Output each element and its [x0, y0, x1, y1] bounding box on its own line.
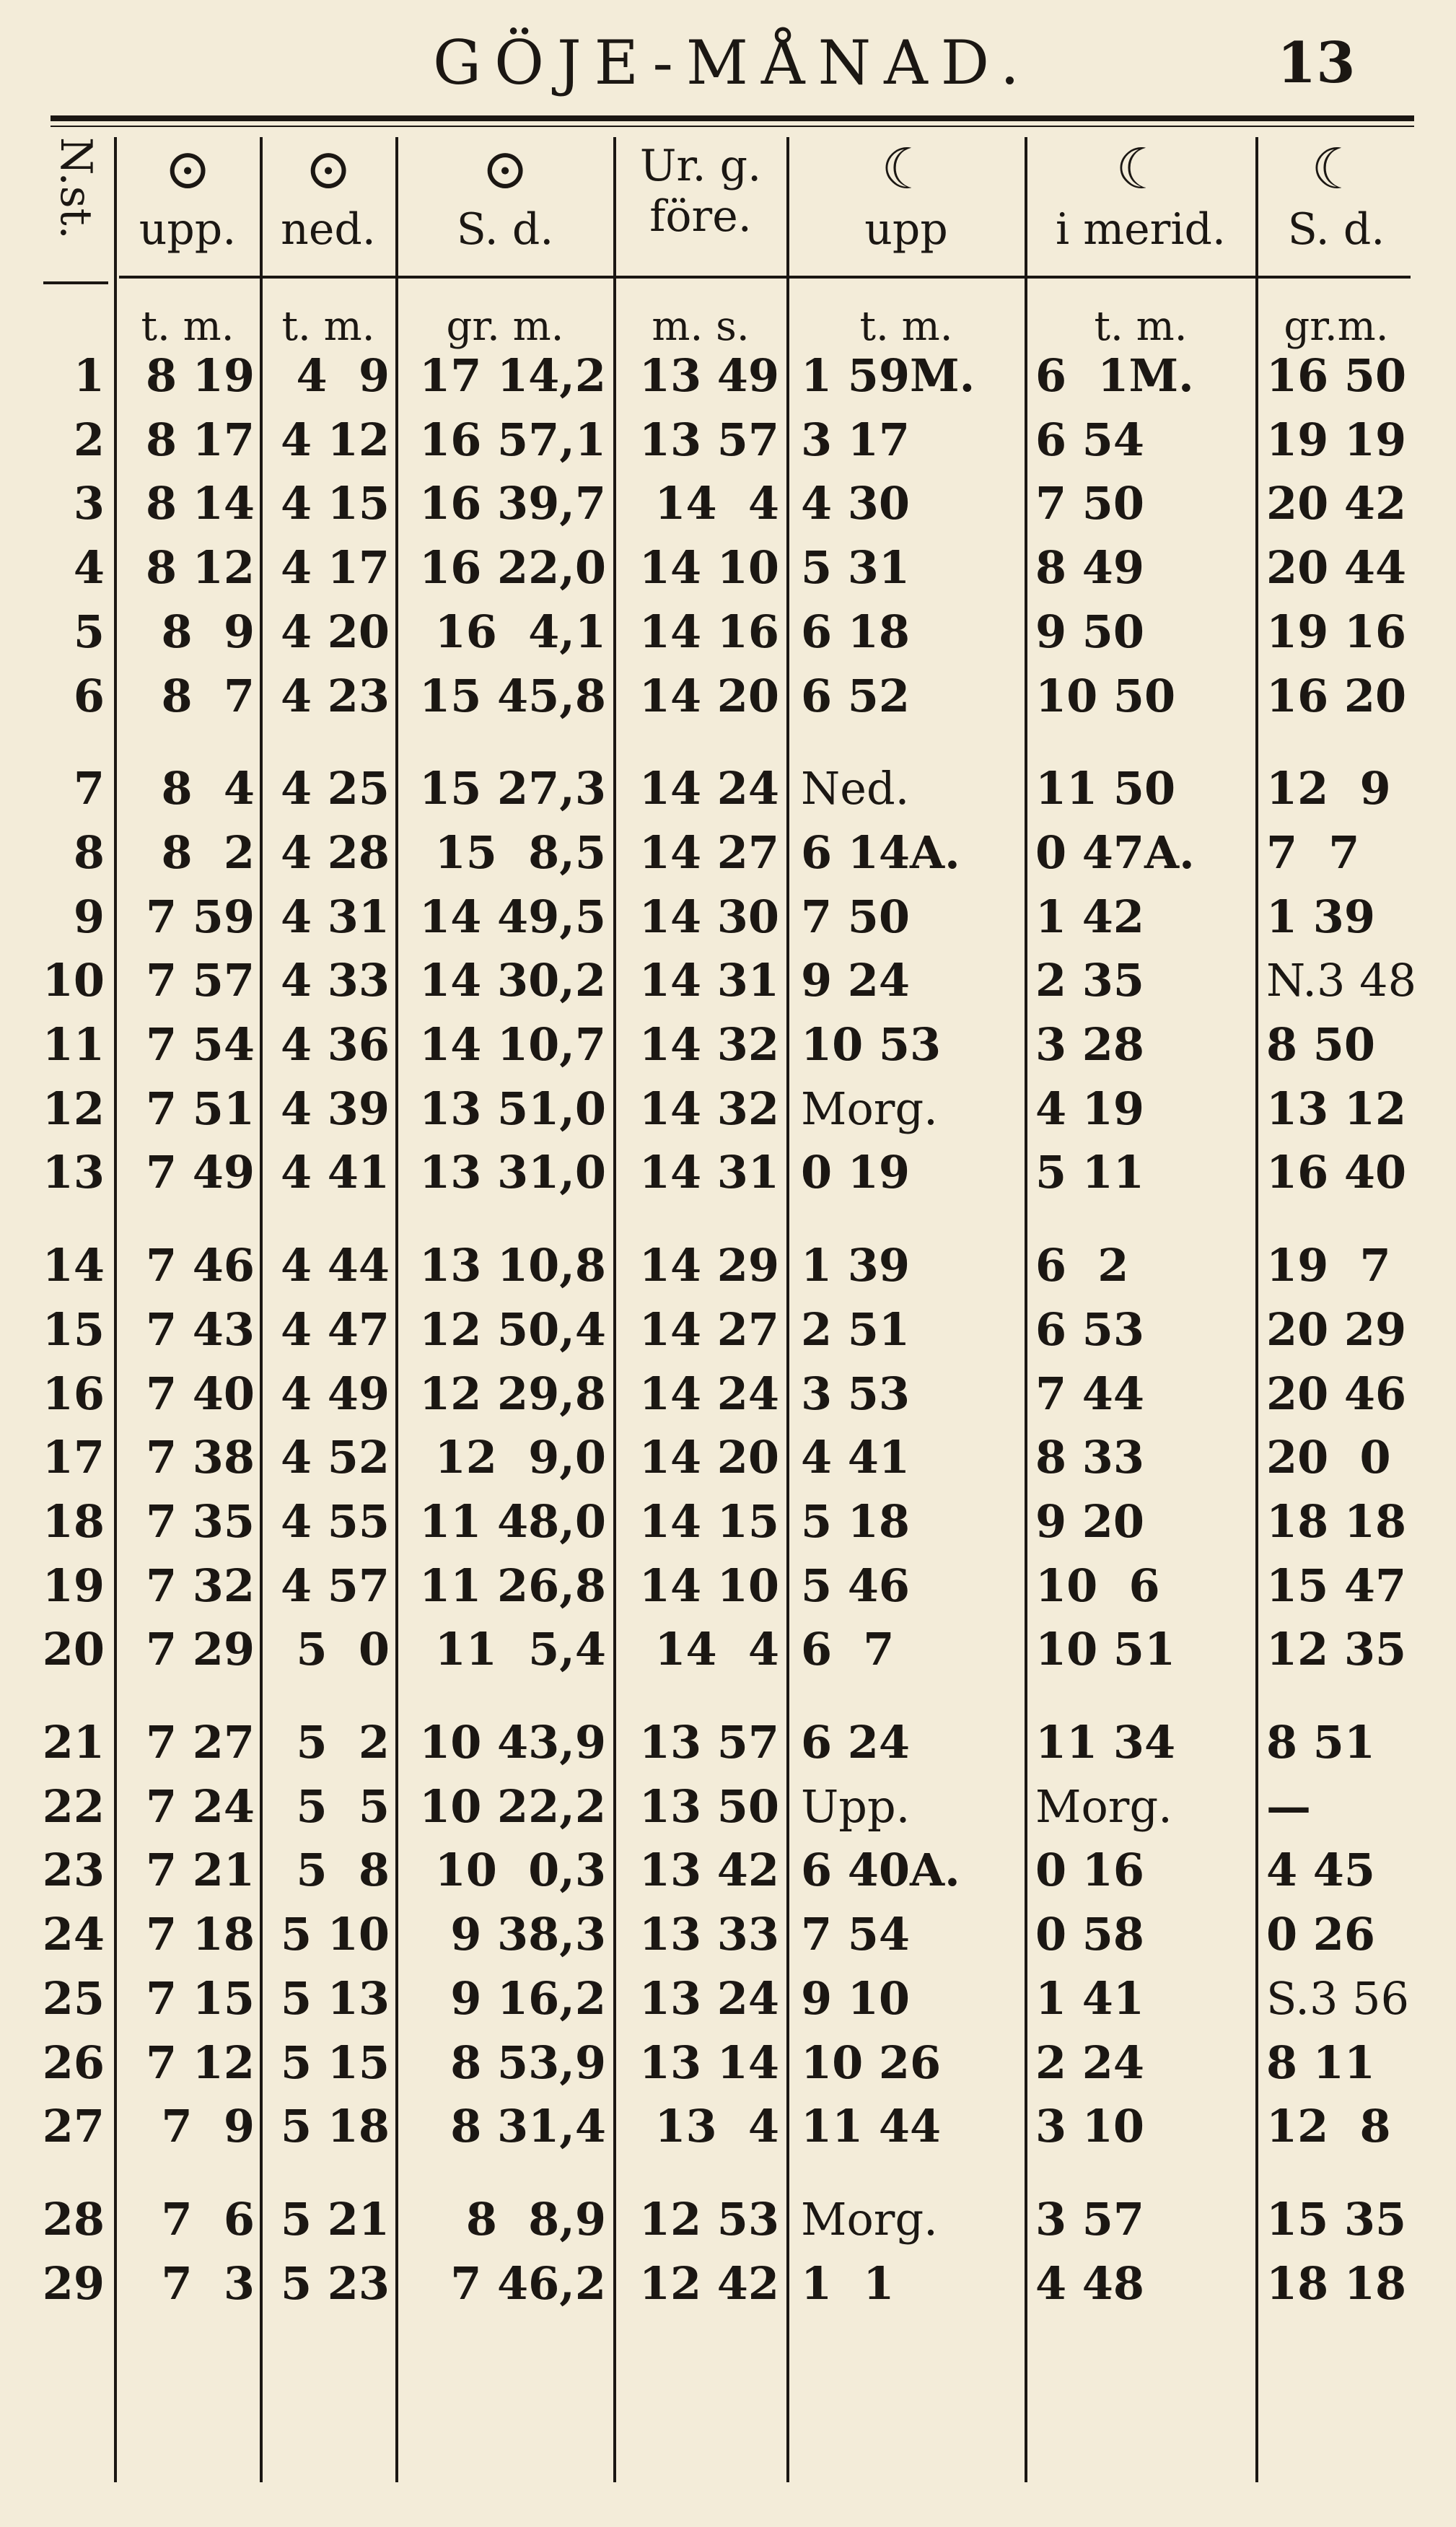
table-cell: 2 51 — [801, 1303, 911, 1356]
table-cell: 4 19 — [1035, 1082, 1145, 1135]
table-cell: 4 36 — [280, 1018, 390, 1071]
table-cell: 14 4 — [654, 1623, 779, 1676]
table-cell: 7 59 — [145, 890, 255, 943]
table-cell: 7 51 — [145, 1082, 255, 1135]
row-day-number: 12 — [42, 1082, 105, 1135]
table-cell: 13 31,0 — [419, 1146, 606, 1199]
table-cell: 4 49 — [280, 1367, 390, 1420]
table-cell: 8 19 — [145, 349, 255, 402]
table-cell: 7 32 — [145, 1559, 255, 1612]
table-cell: 10 6 — [1035, 1559, 1160, 1612]
table-cell: 7 49 — [145, 1146, 255, 1199]
units-label: gr. m. — [446, 303, 564, 350]
table-cell: 6 1M. — [1035, 349, 1194, 402]
table-cell: 3 28 — [1035, 1018, 1145, 1071]
table-cell: 5 0 — [296, 1623, 390, 1676]
table-cell: 4 23 — [280, 670, 390, 722]
row-day-number: 20 — [42, 1623, 105, 1676]
table-cell: 8 53,9 — [450, 2036, 606, 2089]
table-cell: 13 12 — [1266, 1082, 1407, 1135]
row-day-number: 22 — [42, 1780, 105, 1833]
units-label: t. m. — [281, 303, 375, 350]
table-cell: S.3 56 — [1266, 1972, 1410, 2025]
table-cell: 12 35 — [1266, 1623, 1407, 1676]
table-cell: 7 46,2 — [450, 2257, 606, 2310]
table-cell: 12 50,4 — [419, 1303, 606, 1356]
table-cell: 14 24 — [639, 762, 779, 815]
table-cell: 8 50 — [1266, 1018, 1376, 1071]
table-cell: 13 4 — [654, 2100, 779, 2152]
table-cell: 14 30 — [639, 890, 779, 943]
row-day-number: 23 — [42, 1844, 105, 1896]
row-day-number: 3 — [73, 477, 105, 530]
table-cell: 11 34 — [1035, 1716, 1176, 1769]
table-cell: 5 18 — [280, 2100, 390, 2152]
table-cell: 6 24 — [801, 1716, 911, 1769]
table-cell: 11 26,8 — [419, 1559, 606, 1612]
table-cell: 10 0,3 — [434, 1844, 606, 1896]
table-cell: 14 24 — [639, 1367, 779, 1420]
table-cell: 14 32 — [639, 1018, 779, 1071]
table-cell: 2 24 — [1035, 2036, 1145, 2089]
table-cell: 4 33 — [280, 954, 390, 1007]
table-cell: 4 47 — [280, 1303, 390, 1356]
table-cell: 8 31,4 — [450, 2100, 606, 2152]
table-cell: 4 44 — [280, 1239, 390, 1292]
table-cell: 12 9,0 — [434, 1431, 606, 1484]
table-cell: 3 53 — [801, 1367, 911, 1420]
table-cell: 0 16 — [1035, 1844, 1145, 1896]
table-cell: 13 49 — [639, 349, 779, 402]
table-cell: 7 18 — [145, 1908, 255, 1961]
table-cell: 3 10 — [1035, 2100, 1145, 2152]
table-cell: 7 9 — [161, 2100, 255, 2152]
table-cell: 20 46 — [1266, 1367, 1407, 1420]
row-day-number: 19 — [42, 1559, 105, 1612]
table-cell: 0 26 — [1266, 1908, 1376, 1961]
table-cell: 7 15 — [145, 1972, 255, 2025]
table-cell: 5 46 — [801, 1559, 911, 1612]
table-cell: — — [1266, 1780, 1311, 1833]
col-divider — [114, 137, 117, 2482]
table-cell: 7 3 — [161, 2257, 255, 2310]
page-header — [0, 0, 1456, 108]
table-cell: 19 16 — [1266, 605, 1407, 658]
table-cell: 1 39 — [801, 1239, 911, 1292]
col-divider — [1025, 137, 1027, 2482]
row-day-number: 15 — [42, 1303, 105, 1356]
table-cell: 4 41 — [801, 1431, 911, 1484]
table-cell: 13 24 — [639, 1972, 779, 2025]
table-cell: 5 13 — [280, 1972, 390, 2025]
table-cell: 9 50 — [1035, 605, 1145, 658]
table-cell: 2 35 — [1035, 954, 1145, 1007]
table-cell: 6 40A. — [801, 1844, 960, 1896]
table-cell: 4 45 — [1266, 1844, 1376, 1896]
col-divider — [260, 137, 263, 2482]
table-cell: 8 7 — [161, 670, 255, 722]
table-cell: 14 27 — [639, 1303, 779, 1356]
table-cell: 20 29 — [1266, 1303, 1407, 1356]
table-cell: 14 10,7 — [419, 1018, 606, 1071]
table-cell: 9 16,2 — [450, 1972, 606, 2025]
table-cell: 5 21 — [280, 2193, 390, 2246]
table-cell: 10 53 — [801, 1018, 942, 1071]
table-cell: 13 57 — [639, 1716, 779, 1769]
sun-declination-header: ⊙ S. d. — [398, 137, 612, 267]
table-cell: 18 18 — [1266, 2257, 1407, 2310]
table-cell: 13 51,0 — [419, 1082, 606, 1135]
col-divider — [1255, 137, 1258, 2482]
col-divider — [786, 137, 789, 2482]
table-cell: 4 28 — [280, 826, 390, 879]
row-day-number: 24 — [42, 1908, 105, 1961]
table-cell: 1 39 — [1266, 890, 1376, 943]
moon-symbol-icon: ☾ — [1311, 137, 1361, 202]
table-cell: 10 51 — [1035, 1623, 1176, 1676]
table-cell: 19 19 — [1266, 413, 1407, 466]
table-cell: 1 42 — [1035, 890, 1145, 943]
table-cell: 8 14 — [145, 477, 255, 530]
table-cell: 6 18 — [801, 605, 911, 658]
table-cell: 0 47A. — [1035, 826, 1195, 879]
table-cell: 7 29 — [145, 1623, 255, 1676]
table-cell: 5 10 — [280, 1908, 390, 1961]
table-cell: 17 14,2 — [419, 349, 606, 402]
table-cell: 14 32 — [639, 1082, 779, 1135]
table-cell: 7 43 — [145, 1303, 255, 1356]
row-day-number: 18 — [42, 1495, 105, 1548]
table-cell: Upp. — [801, 1780, 911, 1833]
table-cell: 12 8 — [1266, 2100, 1391, 2152]
table-cell: 7 57 — [145, 954, 255, 1007]
table-cell: 1 59M. — [801, 349, 975, 402]
units-label: t. m. — [141, 303, 234, 350]
table-cell: 11 50 — [1035, 762, 1176, 815]
row-day-number: 4 — [73, 541, 105, 594]
table-cell: 14 49,5 — [419, 890, 606, 943]
table-cell: 5 2 — [296, 1716, 390, 1769]
table-cell: 15 27,3 — [419, 762, 606, 815]
table-cell: 9 20 — [1035, 1495, 1145, 1548]
table-cell: 14 30,2 — [419, 954, 606, 1007]
day-column-header: N.st. — [51, 137, 101, 240]
table-cell: Ned. — [801, 762, 910, 815]
table-cell: 15 35 — [1266, 2193, 1407, 2246]
table-cell: 18 18 — [1266, 1495, 1407, 1548]
table-cell: 7 27 — [145, 1716, 255, 1769]
table-cell: 14 20 — [639, 1431, 779, 1484]
table-cell: 14 16 — [639, 605, 779, 658]
row-day-number: 27 — [42, 2100, 105, 2152]
row-day-number: 28 — [42, 2193, 105, 2246]
row-day-number: 11 — [42, 1018, 105, 1071]
table-cell: 8 2 — [161, 826, 255, 879]
table-cell: 5 11 — [1035, 1146, 1145, 1199]
table-cell: 20 0 — [1266, 1431, 1391, 1484]
table-cell: 3 57 — [1035, 2193, 1145, 2246]
table-cell: 11 44 — [801, 2100, 942, 2152]
table-cell: 19 7 — [1266, 1239, 1391, 1292]
table-cell: 7 50 — [801, 890, 911, 943]
page-title: GÖJE-MÅNAD. — [433, 27, 1032, 98]
table-cell: 8 17 — [145, 413, 255, 466]
table-cell: 7 44 — [1035, 1367, 1145, 1420]
units-label: t. m. — [859, 303, 953, 350]
table-cell: 4 9 — [296, 349, 390, 402]
row-day-number: 13 — [42, 1146, 105, 1199]
row-day-number: 10 — [42, 954, 105, 1007]
units-label: gr.m. — [1284, 303, 1389, 350]
table-cell: 12 42 — [639, 2257, 779, 2310]
table-cell: 7 12 — [145, 2036, 255, 2089]
table-cell: N.3 48 — [1266, 954, 1417, 1007]
table-cell: 9 38,3 — [450, 1908, 606, 1961]
table-cell: 4 15 — [280, 477, 390, 530]
table-cell: Morg. — [801, 2193, 938, 2246]
table-cell: 7 24 — [145, 1780, 255, 1833]
table-cell: 4 31 — [280, 890, 390, 943]
table-cell: 12 9 — [1266, 762, 1391, 815]
row-day-number: 1 — [73, 349, 105, 402]
table-cell: 8 49 — [1035, 541, 1145, 594]
table-cell: 4 52 — [280, 1431, 390, 1484]
table-cell: 16 4,1 — [434, 605, 606, 658]
table-cell: 6 2 — [1035, 1239, 1129, 1292]
table-cell: 4 55 — [280, 1495, 390, 1548]
table-cell: 4 41 — [280, 1146, 390, 1199]
top-rule-thin — [51, 126, 1414, 127]
table-cell: 13 57 — [639, 413, 779, 466]
table-cell: 14 31 — [639, 954, 779, 1007]
table-cell: 4 30 — [801, 477, 911, 530]
table-cell: 13 42 — [639, 1844, 779, 1896]
table-cell: 6 7 — [801, 1623, 895, 1676]
table-cell: 14 31 — [639, 1146, 779, 1199]
table-cell: 13 14 — [639, 2036, 779, 2089]
table-cell: 6 54 — [1035, 413, 1145, 466]
moon-meridian-header: ☾ i merid. — [1027, 137, 1254, 267]
table-cell: 0 58 — [1035, 1908, 1145, 1961]
table-cell: 15 47 — [1266, 1559, 1407, 1612]
row-day-number: 7 — [73, 762, 105, 815]
row-day-number: 14 — [42, 1239, 105, 1292]
table-cell: 16 40 — [1266, 1146, 1407, 1199]
table-cell: 14 15 — [639, 1495, 779, 1548]
row-day-number: 17 — [42, 1431, 105, 1484]
table-cell: 7 38 — [145, 1431, 255, 1484]
top-rule — [51, 115, 1414, 121]
table-cell: 16 20 — [1266, 670, 1407, 722]
table-cell: 14 10 — [639, 1559, 779, 1612]
table-cell: 6 52 — [801, 670, 911, 722]
table-cell: 12 29,8 — [419, 1367, 606, 1420]
row-day-number: 25 — [42, 1972, 105, 2025]
col-divider — [395, 137, 398, 2482]
header-rule — [119, 276, 1411, 279]
table-cell: 7 6 — [161, 2193, 255, 2246]
table-cell: 6 14A. — [801, 826, 960, 879]
table-cell: 8 4 — [161, 762, 255, 815]
table-cell: 6 53 — [1035, 1303, 1145, 1356]
row-day-number: 16 — [42, 1367, 105, 1420]
row-day-number: 29 — [42, 2257, 105, 2310]
table-cell: 7 54 — [145, 1018, 255, 1071]
table-cell: 4 17 — [280, 541, 390, 594]
table-cell: 4 20 — [280, 605, 390, 658]
table-cell: 13 10,8 — [419, 1239, 606, 1292]
table-cell: 13 50 — [639, 1780, 779, 1833]
table-cell: 14 27 — [639, 826, 779, 879]
table-cell: 7 46 — [145, 1239, 255, 1292]
table-cell: 5 31 — [801, 541, 911, 594]
table-cell: 5 18 — [801, 1495, 911, 1548]
table-cell: 4 57 — [280, 1559, 390, 1612]
table-cell: 5 15 — [280, 2036, 390, 2089]
table-cell: 8 33 — [1035, 1431, 1145, 1484]
table-cell: 7 7 — [1266, 826, 1360, 879]
table-cell: 5 8 — [296, 1844, 390, 1896]
units-label: t. m. — [1094, 303, 1188, 350]
table-cell: 9 24 — [801, 954, 911, 1007]
table-cell: Morg. — [801, 1082, 938, 1135]
table-cell: 13 33 — [639, 1908, 779, 1961]
header-rule-thin — [43, 281, 108, 284]
table-cell: 7 21 — [145, 1844, 255, 1896]
sun-symbol-icon: ⊙ — [304, 137, 352, 202]
table-cell: 4 39 — [280, 1082, 390, 1135]
table-cell: 7 35 — [145, 1495, 255, 1548]
table-cell: 5 5 — [296, 1780, 390, 1833]
table-cell: 5 23 — [280, 2257, 390, 2310]
table-cell: 7 54 — [801, 1908, 911, 1961]
table-cell: 16 22,0 — [419, 541, 606, 594]
table-cell: 9 10 — [801, 1972, 911, 2025]
table-cell: 20 42 — [1266, 477, 1407, 530]
table-cell: 4 48 — [1035, 2257, 1145, 2310]
table-cell: 8 9 — [161, 605, 255, 658]
table-cell: 15 45,8 — [419, 670, 606, 722]
table-cell: 1 41 — [1035, 1972, 1145, 2025]
row-day-number: 2 — [73, 413, 105, 466]
table-cell: 10 26 — [801, 2036, 942, 2089]
table-cell: 7 40 — [145, 1367, 255, 1420]
table-cell: Morg. — [1035, 1780, 1172, 1833]
table-cell: 3 17 — [801, 413, 911, 466]
table-cell: 14 10 — [639, 541, 779, 594]
table-cell: 8 11 — [1266, 2036, 1376, 2089]
table-cell: 10 43,9 — [419, 1716, 606, 1769]
moon-declination-header: ☾ S. d. — [1258, 137, 1414, 267]
col-divider — [613, 137, 616, 2482]
page-number: 13 — [1277, 30, 1356, 96]
sun-set-header: ⊙ ned. — [263, 137, 394, 267]
row-day-number: 5 — [73, 605, 105, 658]
table-cell: 8 51 — [1266, 1716, 1376, 1769]
table-cell: 16 50 — [1266, 349, 1407, 402]
table-cell: 1 1 — [801, 2257, 895, 2310]
sun-symbol-icon: ⊙ — [481, 137, 529, 202]
table-cell: 16 57,1 — [419, 413, 606, 466]
table-cell: 12 53 — [639, 2193, 779, 2246]
table-cell: 4 25 — [280, 762, 390, 815]
table-cell: 8 12 — [145, 541, 255, 594]
sun-symbol-icon: ⊙ — [164, 137, 211, 202]
moon-symbol-icon: ☾ — [1115, 137, 1166, 202]
row-day-number: 8 — [73, 826, 105, 879]
table-cell: 14 29 — [639, 1239, 779, 1292]
table-cell: 14 4 — [654, 477, 779, 530]
table-cell: 7 50 — [1035, 477, 1145, 530]
table-cell: 8 8,9 — [465, 2193, 606, 2246]
moon-symbol-icon: ☾ — [881, 137, 931, 202]
row-day-number: 26 — [42, 2036, 105, 2089]
row-day-number: 9 — [73, 890, 105, 943]
row-day-number: 21 — [42, 1716, 105, 1769]
table-cell: 10 50 — [1035, 670, 1176, 722]
table-cell: 16 39,7 — [419, 477, 606, 530]
moon-rise-header: ☾ upp — [789, 137, 1023, 267]
row-day-number: 6 — [73, 670, 105, 722]
units-label: m. s. — [652, 303, 750, 350]
table-cell: 11 48,0 — [419, 1495, 606, 1548]
table-cell: 11 5,4 — [434, 1623, 606, 1676]
clock-correction-header: Ur. g. före. — [639, 141, 762, 242]
table-cell: 4 12 — [280, 413, 390, 466]
table-cell: 10 22,2 — [419, 1780, 606, 1833]
table-cell: 15 8,5 — [434, 826, 606, 879]
table-cell: 14 20 — [639, 670, 779, 722]
table-cell: 20 44 — [1266, 541, 1407, 594]
sun-rise-header: ⊙ upp. — [117, 137, 258, 267]
table-cell: 0 19 — [801, 1146, 911, 1199]
